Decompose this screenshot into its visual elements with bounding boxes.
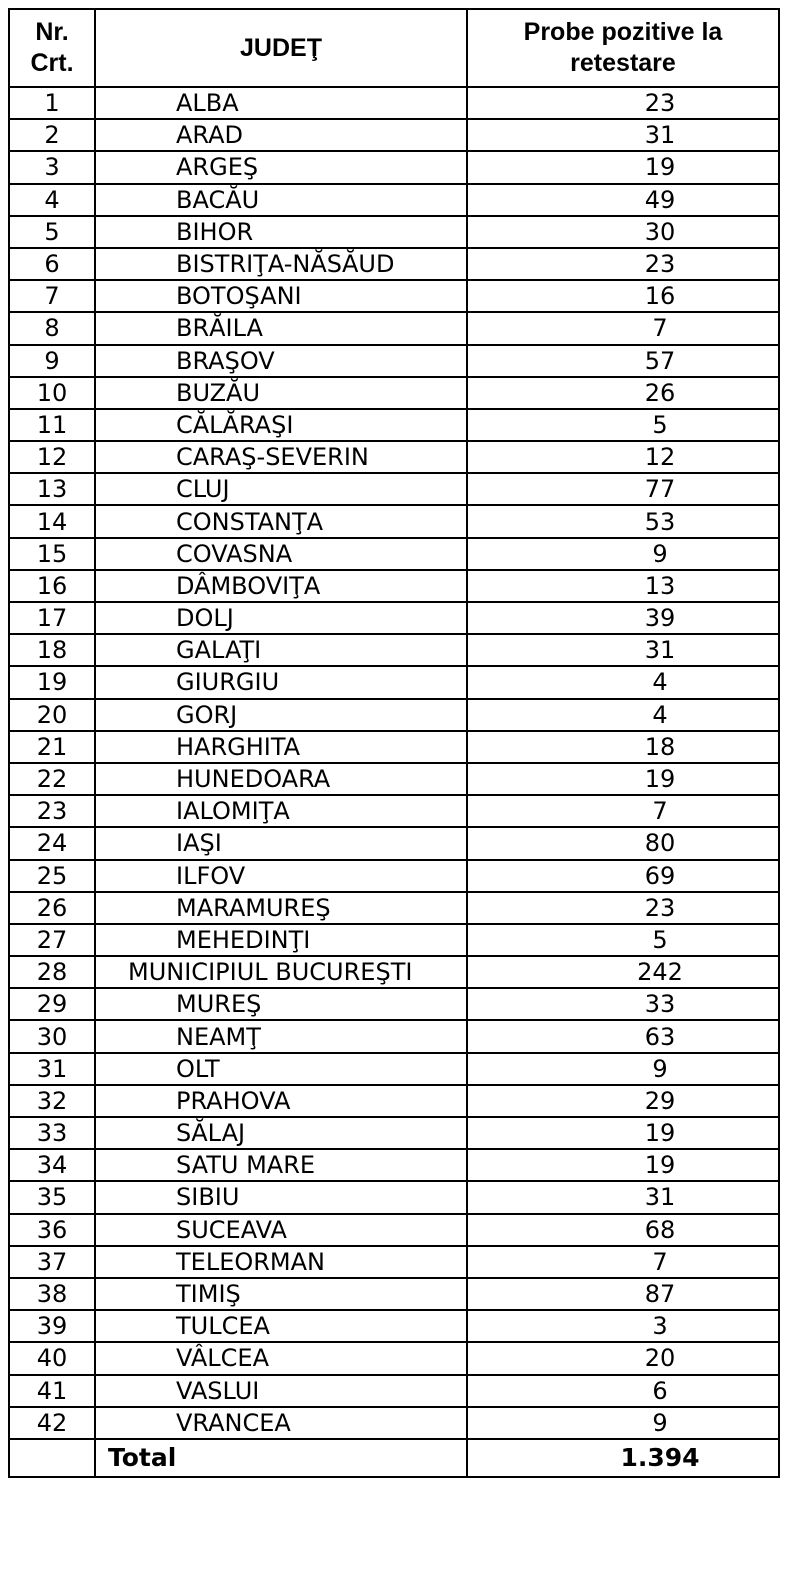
county-name: SUCEAVA [95,1214,467,1246]
positive-count: 77 [467,473,779,505]
positive-count: 49 [467,184,779,216]
positive-count: 7 [467,312,779,344]
table-row [9,1053,779,1085]
table-row [9,184,779,216]
county-name: BACĂU [95,184,467,216]
table-footer [9,1439,779,1477]
row-number: 21 [9,731,95,763]
county-name: ARGEŞ [95,151,467,183]
table-header [9,9,779,87]
row-number: 23 [9,795,95,827]
table-row [9,1214,779,1246]
positive-count: 80 [467,827,779,859]
total-value: 1.394 [467,1439,779,1477]
county-name: VRANCEA [95,1407,467,1439]
row-number: 42 [9,1407,95,1439]
positive-count: 7 [467,795,779,827]
county-name: GALAŢI [95,634,467,666]
county-name: DOLJ [95,602,467,634]
row-number: 25 [9,860,95,892]
county-name: ALBA [95,87,467,119]
row-number: 19 [9,666,95,698]
county-name: MEHEDINŢI [95,924,467,956]
county-name: BOTOŞANI [95,280,467,312]
total-label: Total [95,1439,467,1477]
positive-count: 4 [467,699,779,731]
county-name: CARAŞ-SEVERIN [95,441,467,473]
row-number: 34 [9,1149,95,1181]
total-row [9,1439,779,1477]
county-name: PRAHOVA [95,1085,467,1117]
row-number: 12 [9,441,95,473]
table-row [9,409,779,441]
row-number: 14 [9,505,95,537]
table-row [9,602,779,634]
positive-count: 9 [467,1053,779,1085]
positive-count: 18 [467,731,779,763]
results-table-container [8,8,778,1478]
county-name: CĂLĂRAŞI [95,409,467,441]
positive-count: 20 [467,1342,779,1374]
county-name: CONSTANŢA [95,505,467,537]
positive-count: 26 [467,377,779,409]
positive-count: 242 [467,956,779,988]
positive-count: 57 [467,345,779,377]
table-row [9,1310,779,1342]
county-name: TULCEA [95,1310,467,1342]
county-name: VÂLCEA [95,1342,467,1374]
row-number: 7 [9,280,95,312]
positive-count: 7 [467,1246,779,1278]
header-row [9,9,779,87]
county-name: COVASNA [95,538,467,570]
row-number: 41 [9,1375,95,1407]
total-nr-cell [9,1439,95,1477]
table-row [9,827,779,859]
row-number: 31 [9,1053,95,1085]
table-row [9,1342,779,1374]
county-name: TELEORMAN [95,1246,467,1278]
county-name: NEAMŢ [95,1020,467,1052]
row-number: 40 [9,1342,95,1374]
row-number: 35 [9,1181,95,1213]
table-row [9,1020,779,1052]
table-row [9,1407,779,1439]
header-nr-line1: Nr. [35,18,69,46]
row-number: 1 [9,87,95,119]
table-row [9,1085,779,1117]
positive-count: 3 [467,1310,779,1342]
table-row [9,699,779,731]
row-number: 36 [9,1214,95,1246]
table-row [9,731,779,763]
positive-count: 23 [467,892,779,924]
positive-count: 19 [467,1149,779,1181]
positive-count: 87 [467,1278,779,1310]
row-number: 11 [9,409,95,441]
county-name: IALOMIŢA [95,795,467,827]
county-name: BUZĂU [95,377,467,409]
row-number: 30 [9,1020,95,1052]
table-row [9,860,779,892]
positive-count: 5 [467,924,779,956]
row-number: 39 [9,1310,95,1342]
table-row [9,151,779,183]
header-judet: JUDEŢ [95,9,467,87]
positive-count: 23 [467,248,779,280]
table-row [9,892,779,924]
row-number: 32 [9,1085,95,1117]
positive-count: 63 [467,1020,779,1052]
county-name: MUNICIPIUL BUCUREŞTI [95,956,467,988]
positive-count: 6 [467,1375,779,1407]
county-name: BRĂILA [95,312,467,344]
county-name: MARAMUREŞ [95,892,467,924]
positive-count: 33 [467,988,779,1020]
row-number: 17 [9,602,95,634]
table-row [9,216,779,248]
table-row [9,924,779,956]
results-table [8,8,780,1478]
table-row [9,988,779,1020]
positive-count: 19 [467,763,779,795]
row-number: 38 [9,1278,95,1310]
county-name: BISTRIŢA-NĂSĂUD [95,248,467,280]
county-name: BIHOR [95,216,467,248]
county-name: SIBIU [95,1181,467,1213]
table-row [9,119,779,151]
county-name: SATU MARE [95,1149,467,1181]
county-name: ILFOV [95,860,467,892]
positive-count: 31 [467,634,779,666]
county-name: ARAD [95,119,467,151]
positive-count: 31 [467,119,779,151]
header-probe-pozitive [467,9,779,87]
positive-count: 30 [467,216,779,248]
county-name: TIMIŞ [95,1278,467,1310]
table-row [9,1149,779,1181]
row-number: 37 [9,1246,95,1278]
row-number: 28 [9,956,95,988]
table-row [9,634,779,666]
table-row [9,87,779,119]
header-nr-crt [9,9,95,87]
county-name: GORJ [95,699,467,731]
table-row [9,345,779,377]
row-number: 22 [9,763,95,795]
table-row [9,505,779,537]
table-row [9,666,779,698]
row-number: 9 [9,345,95,377]
county-name: DÂMBOVIŢA [95,570,467,602]
positive-count: 31 [467,1181,779,1213]
row-number: 18 [9,634,95,666]
row-number: 6 [9,248,95,280]
county-name: BRAŞOV [95,345,467,377]
row-number: 4 [9,184,95,216]
table-row [9,248,779,280]
positive-count: 4 [467,666,779,698]
positive-count: 68 [467,1214,779,1246]
positive-count: 19 [467,1117,779,1149]
positive-count: 5 [467,409,779,441]
table-row [9,538,779,570]
row-number: 15 [9,538,95,570]
county-name: CLUJ [95,473,467,505]
table-row [9,570,779,602]
table-row [9,377,779,409]
table-row [9,1246,779,1278]
header-probe-line1: Probe pozitive la [523,18,723,46]
positive-count: 53 [467,505,779,537]
row-number: 3 [9,151,95,183]
table-row [9,1117,779,1149]
row-number: 26 [9,892,95,924]
positive-count: 9 [467,1407,779,1439]
table-row [9,312,779,344]
row-number: 5 [9,216,95,248]
table-row [9,280,779,312]
table-row [9,1278,779,1310]
row-number: 29 [9,988,95,1020]
positive-count: 12 [467,441,779,473]
county-name: HUNEDOARA [95,763,467,795]
table-row [9,763,779,795]
row-number: 8 [9,312,95,344]
row-number: 33 [9,1117,95,1149]
table-row [9,1181,779,1213]
positive-count: 16 [467,280,779,312]
row-number: 20 [9,699,95,731]
county-name: VASLUI [95,1375,467,1407]
county-name: IAŞI [95,827,467,859]
table-row [9,1375,779,1407]
header-probe-line2: retestare [570,49,676,77]
row-number: 27 [9,924,95,956]
table-body [9,87,779,1439]
county-name: GIURGIU [95,666,467,698]
county-name: HARGHITA [95,731,467,763]
positive-count: 69 [467,860,779,892]
table-row [9,956,779,988]
positive-count: 29 [467,1085,779,1117]
table-row [9,795,779,827]
positive-count: 23 [467,87,779,119]
positive-count: 19 [467,151,779,183]
positive-count: 39 [467,602,779,634]
header-nr-line2: Crt. [30,49,74,77]
table-row [9,441,779,473]
row-number: 16 [9,570,95,602]
row-number: 13 [9,473,95,505]
row-number: 10 [9,377,95,409]
county-name: SĂLAJ [95,1117,467,1149]
table-row [9,473,779,505]
positive-count: 13 [467,570,779,602]
row-number: 2 [9,119,95,151]
row-number: 24 [9,827,95,859]
county-name: MUREŞ [95,988,467,1020]
positive-count: 9 [467,538,779,570]
county-name: OLT [95,1053,467,1085]
